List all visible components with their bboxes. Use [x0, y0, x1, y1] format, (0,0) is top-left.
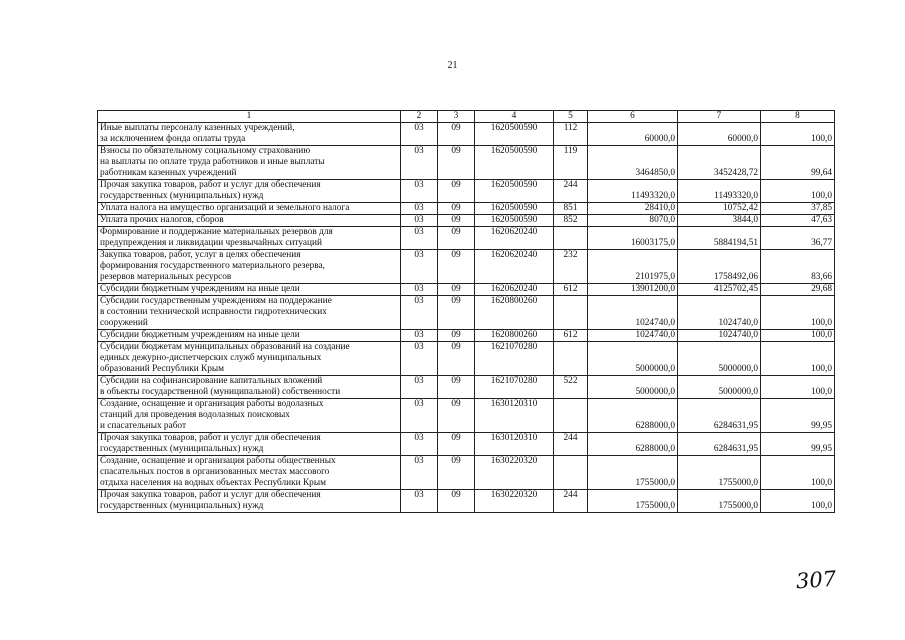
expense-type-cell: 851 — [554, 203, 588, 215]
row-name-cell: Иные выплаты персоналу казенных учреждений, за исключением фонда оплаты труда — [98, 123, 401, 146]
percent-cell: 100,0 — [761, 490, 835, 513]
planned-amount-cell: 8070,0 — [588, 215, 678, 227]
executed-amount-cell: 10752,42 — [678, 203, 761, 215]
planned-amount-cell: 5000000,0 — [588, 342, 678, 376]
section-code-cell: 03 — [401, 456, 438, 490]
executed-amount-cell: 1024740,0 — [678, 330, 761, 342]
section-code-cell: 03 — [401, 399, 438, 433]
target-article-cell: 1620620240 — [475, 284, 554, 296]
table-row — [98, 296, 835, 330]
row-name-cell: Прочая закупка товаров, работ и услуг для обеспечения государственных (муниципальных) нужд — [98, 490, 401, 513]
target-article-cell: 1630120310 — [475, 433, 554, 456]
page-number: 21 — [447, 60, 458, 71]
table-row — [98, 203, 835, 215]
row-name-cell: Закупка товаров, работ, услуг в целях обеспечения формирования государственного материального резерва, резервов материальных ресурсов — [98, 250, 401, 284]
row-name-cell: Субсидии на софинансирование капитальных вложений в объекты государственной (муниципальной) собственности — [98, 376, 401, 399]
subsection-code-cell: 09 — [438, 456, 475, 490]
executed-amount-cell: 3452428,72 — [678, 146, 761, 180]
executed-amount-cell: 6284631,95 — [678, 399, 761, 433]
row-name-cell: Прочая закупка товаров, работ и услуг для обеспечения государственных (муниципальных) нужд — [98, 180, 401, 203]
section-code-cell: 03 — [401, 376, 438, 399]
subsection-code-cell: 09 — [438, 296, 475, 330]
target-article-cell: 1620800260 — [475, 296, 554, 330]
percent-cell: 100,0 — [761, 456, 835, 490]
percent-cell: 100,0 — [761, 296, 835, 330]
percent-cell: 29,68 — [761, 284, 835, 296]
percent-cell: 100,0 — [761, 330, 835, 342]
table-row — [98, 376, 835, 399]
section-code-cell: 03 — [401, 296, 438, 330]
table-row — [98, 342, 835, 376]
column-header: 7 — [678, 111, 761, 123]
table-header-row — [98, 111, 835, 123]
executed-amount-cell: 4125702,45 — [678, 284, 761, 296]
table-row — [98, 180, 835, 203]
planned-amount-cell: 1024740,0 — [588, 330, 678, 342]
target-article-cell: 1620500590 — [475, 146, 554, 180]
section-code-cell: 03 — [401, 490, 438, 513]
percent-cell: 37,85 — [761, 203, 835, 215]
budget-table — [97, 110, 835, 513]
column-header: 1 — [98, 111, 401, 123]
row-name-cell: Создание, оснащение и организация работы водолазных станций для проведения водолазных поисковых и спасательных работ — [98, 399, 401, 433]
subsection-code-cell: 09 — [438, 227, 475, 250]
planned-amount-cell: 5000000,0 — [588, 376, 678, 399]
row-name-cell: Субсидии бюджетам муниципальных образований на создание единых дежурно-диспетчерских служб муниципальных образований Республики Крым — [98, 342, 401, 376]
percent-cell: 100,0 — [761, 376, 835, 399]
planned-amount-cell: 2101975,0 — [588, 250, 678, 284]
column-header: 3 — [438, 111, 475, 123]
section-code-cell: 03 — [401, 180, 438, 203]
percent-cell: 100,0 — [761, 123, 835, 146]
section-code-cell: 03 — [401, 433, 438, 456]
table-row — [98, 490, 835, 513]
executed-amount-cell: 60000,0 — [678, 123, 761, 146]
row-name-cell: Формирование и поддержание материальных резервов для предупреждения и ликвидации чрезвычайных ситуаций — [98, 227, 401, 250]
planned-amount-cell: 1755000,0 — [588, 456, 678, 490]
section-code-cell: 03 — [401, 203, 438, 215]
planned-amount-cell: 60000,0 — [588, 123, 678, 146]
expense-type-cell: 112 — [554, 123, 588, 146]
executed-amount-cell: 11493320,0 — [678, 180, 761, 203]
planned-amount-cell: 6288000,0 — [588, 399, 678, 433]
planned-amount-cell: 1755000,0 — [588, 490, 678, 513]
subsection-code-cell: 09 — [438, 180, 475, 203]
row-name-cell: Уплата налога на имущество организаций и земельного налога — [98, 203, 401, 215]
expense-type-cell — [554, 227, 588, 250]
subsection-code-cell: 09 — [438, 330, 475, 342]
table-row — [98, 433, 835, 456]
section-code-cell: 03 — [401, 123, 438, 146]
target-article-cell: 1620500590 — [475, 203, 554, 215]
executed-amount-cell: 1755000,0 — [678, 456, 761, 490]
planned-amount-cell: 11493320,0 — [588, 180, 678, 203]
section-code-cell: 03 — [401, 284, 438, 296]
expense-type-cell: 244 — [554, 180, 588, 203]
column-header: 8 — [761, 111, 835, 123]
executed-amount-cell: 1024740,0 — [678, 296, 761, 330]
section-code-cell: 03 — [401, 215, 438, 227]
subsection-code-cell: 09 — [438, 342, 475, 376]
planned-amount-cell: 13901200,0 — [588, 284, 678, 296]
subsection-code-cell: 09 — [438, 215, 475, 227]
executed-amount-cell: 1758492,06 — [678, 250, 761, 284]
subsection-code-cell: 09 — [438, 146, 475, 180]
section-code-cell: 03 — [401, 342, 438, 376]
subsection-code-cell: 09 — [438, 203, 475, 215]
executed-amount-cell: 5000000,0 — [678, 376, 761, 399]
column-header: 6 — [588, 111, 678, 123]
section-code-cell: 03 — [401, 250, 438, 284]
target-article-cell: 1621070280 — [475, 376, 554, 399]
executed-amount-cell: 1755000,0 — [678, 490, 761, 513]
section-code-cell: 03 — [401, 330, 438, 342]
row-name-cell: Субсидии бюджетным учреждениям на иные цели — [98, 284, 401, 296]
table-row — [98, 123, 835, 146]
planned-amount-cell: 16003175,0 — [588, 227, 678, 250]
expense-type-cell — [554, 342, 588, 376]
subsection-code-cell: 09 — [438, 284, 475, 296]
executed-amount-cell: 5000000,0 — [678, 342, 761, 376]
row-name-cell: Уплата прочих налогов, сборов — [98, 215, 401, 227]
expense-type-cell: 244 — [554, 433, 588, 456]
target-article-cell: 1630220320 — [475, 456, 554, 490]
expense-type-cell: 522 — [554, 376, 588, 399]
executed-amount-cell: 5884194,51 — [678, 227, 761, 250]
table-row — [98, 399, 835, 433]
planned-amount-cell: 1024740,0 — [588, 296, 678, 330]
percent-cell: 100,0 — [761, 180, 835, 203]
section-code-cell: 03 — [401, 227, 438, 250]
planned-amount-cell: 6288000,0 — [588, 433, 678, 456]
planned-amount-cell: 28410,0 — [588, 203, 678, 215]
percent-cell: 99,95 — [761, 433, 835, 456]
expense-type-cell — [554, 399, 588, 433]
target-article-cell: 1620620240 — [475, 227, 554, 250]
target-article-cell: 1630120310 — [475, 399, 554, 433]
expense-type-cell: 612 — [554, 330, 588, 342]
expense-type-cell — [554, 296, 588, 330]
table-row — [98, 250, 835, 284]
handwritten-page-number: 307 — [795, 566, 837, 594]
column-header: 5 — [554, 111, 588, 123]
percent-cell: 83,66 — [761, 250, 835, 284]
table-row — [98, 227, 835, 250]
percent-cell: 36,77 — [761, 227, 835, 250]
row-name-cell: Создание, оснащение и организация работы общественных спасательных постов в организованных местах массового отдыха населения на водных объектах Республики Крым — [98, 456, 401, 490]
row-name-cell: Прочая закупка товаров, работ и услуг для обеспечения государственных (муниципальных) нужд — [98, 433, 401, 456]
table-row — [98, 330, 835, 342]
expense-type-cell: 612 — [554, 284, 588, 296]
row-name-cell: Взносы по обязательному социальному страхованию на выплаты по оплате труда работников и иные выплаты работникам казенных учреждений — [98, 146, 401, 180]
executed-amount-cell: 3844,0 — [678, 215, 761, 227]
target-article-cell: 1621070280 — [475, 342, 554, 376]
table-row — [98, 456, 835, 490]
section-code-cell: 03 — [401, 146, 438, 180]
row-name-cell: Субсидии государственным учреждениям на поддержание в состоянии технической исправности гидротехнических сооружений — [98, 296, 401, 330]
planned-amount-cell: 3464850,0 — [588, 146, 678, 180]
target-article-cell: 1620620240 — [475, 250, 554, 284]
expense-type-cell: 232 — [554, 250, 588, 284]
expense-type-cell: 244 — [554, 490, 588, 513]
table-row — [98, 284, 835, 296]
percent-cell: 99,64 — [761, 146, 835, 180]
table-row — [98, 146, 835, 180]
percent-cell: 99,95 — [761, 399, 835, 433]
column-header: 2 — [401, 111, 438, 123]
subsection-code-cell: 09 — [438, 250, 475, 284]
column-header: 4 — [475, 111, 554, 123]
executed-amount-cell: 6284631,95 — [678, 433, 761, 456]
target-article-cell: 1630220320 — [475, 490, 554, 513]
target-article-cell: 1620500590 — [475, 180, 554, 203]
subsection-code-cell: 09 — [438, 123, 475, 146]
subsection-code-cell: 09 — [438, 376, 475, 399]
target-article-cell: 1620500590 — [475, 123, 554, 146]
target-article-cell: 1620500590 — [475, 215, 554, 227]
expense-type-cell: 852 — [554, 215, 588, 227]
subsection-code-cell: 09 — [438, 399, 475, 433]
percent-cell: 100,0 — [761, 342, 835, 376]
target-article-cell: 1620800260 — [475, 330, 554, 342]
percent-cell: 47,63 — [761, 215, 835, 227]
table-row — [98, 215, 835, 227]
expense-type-cell — [554, 456, 588, 490]
subsection-code-cell: 09 — [438, 490, 475, 513]
subsection-code-cell: 09 — [438, 433, 475, 456]
expense-type-cell: 119 — [554, 146, 588, 180]
row-name-cell: Субсидии бюджетным учреждениям на иные цели — [98, 330, 401, 342]
